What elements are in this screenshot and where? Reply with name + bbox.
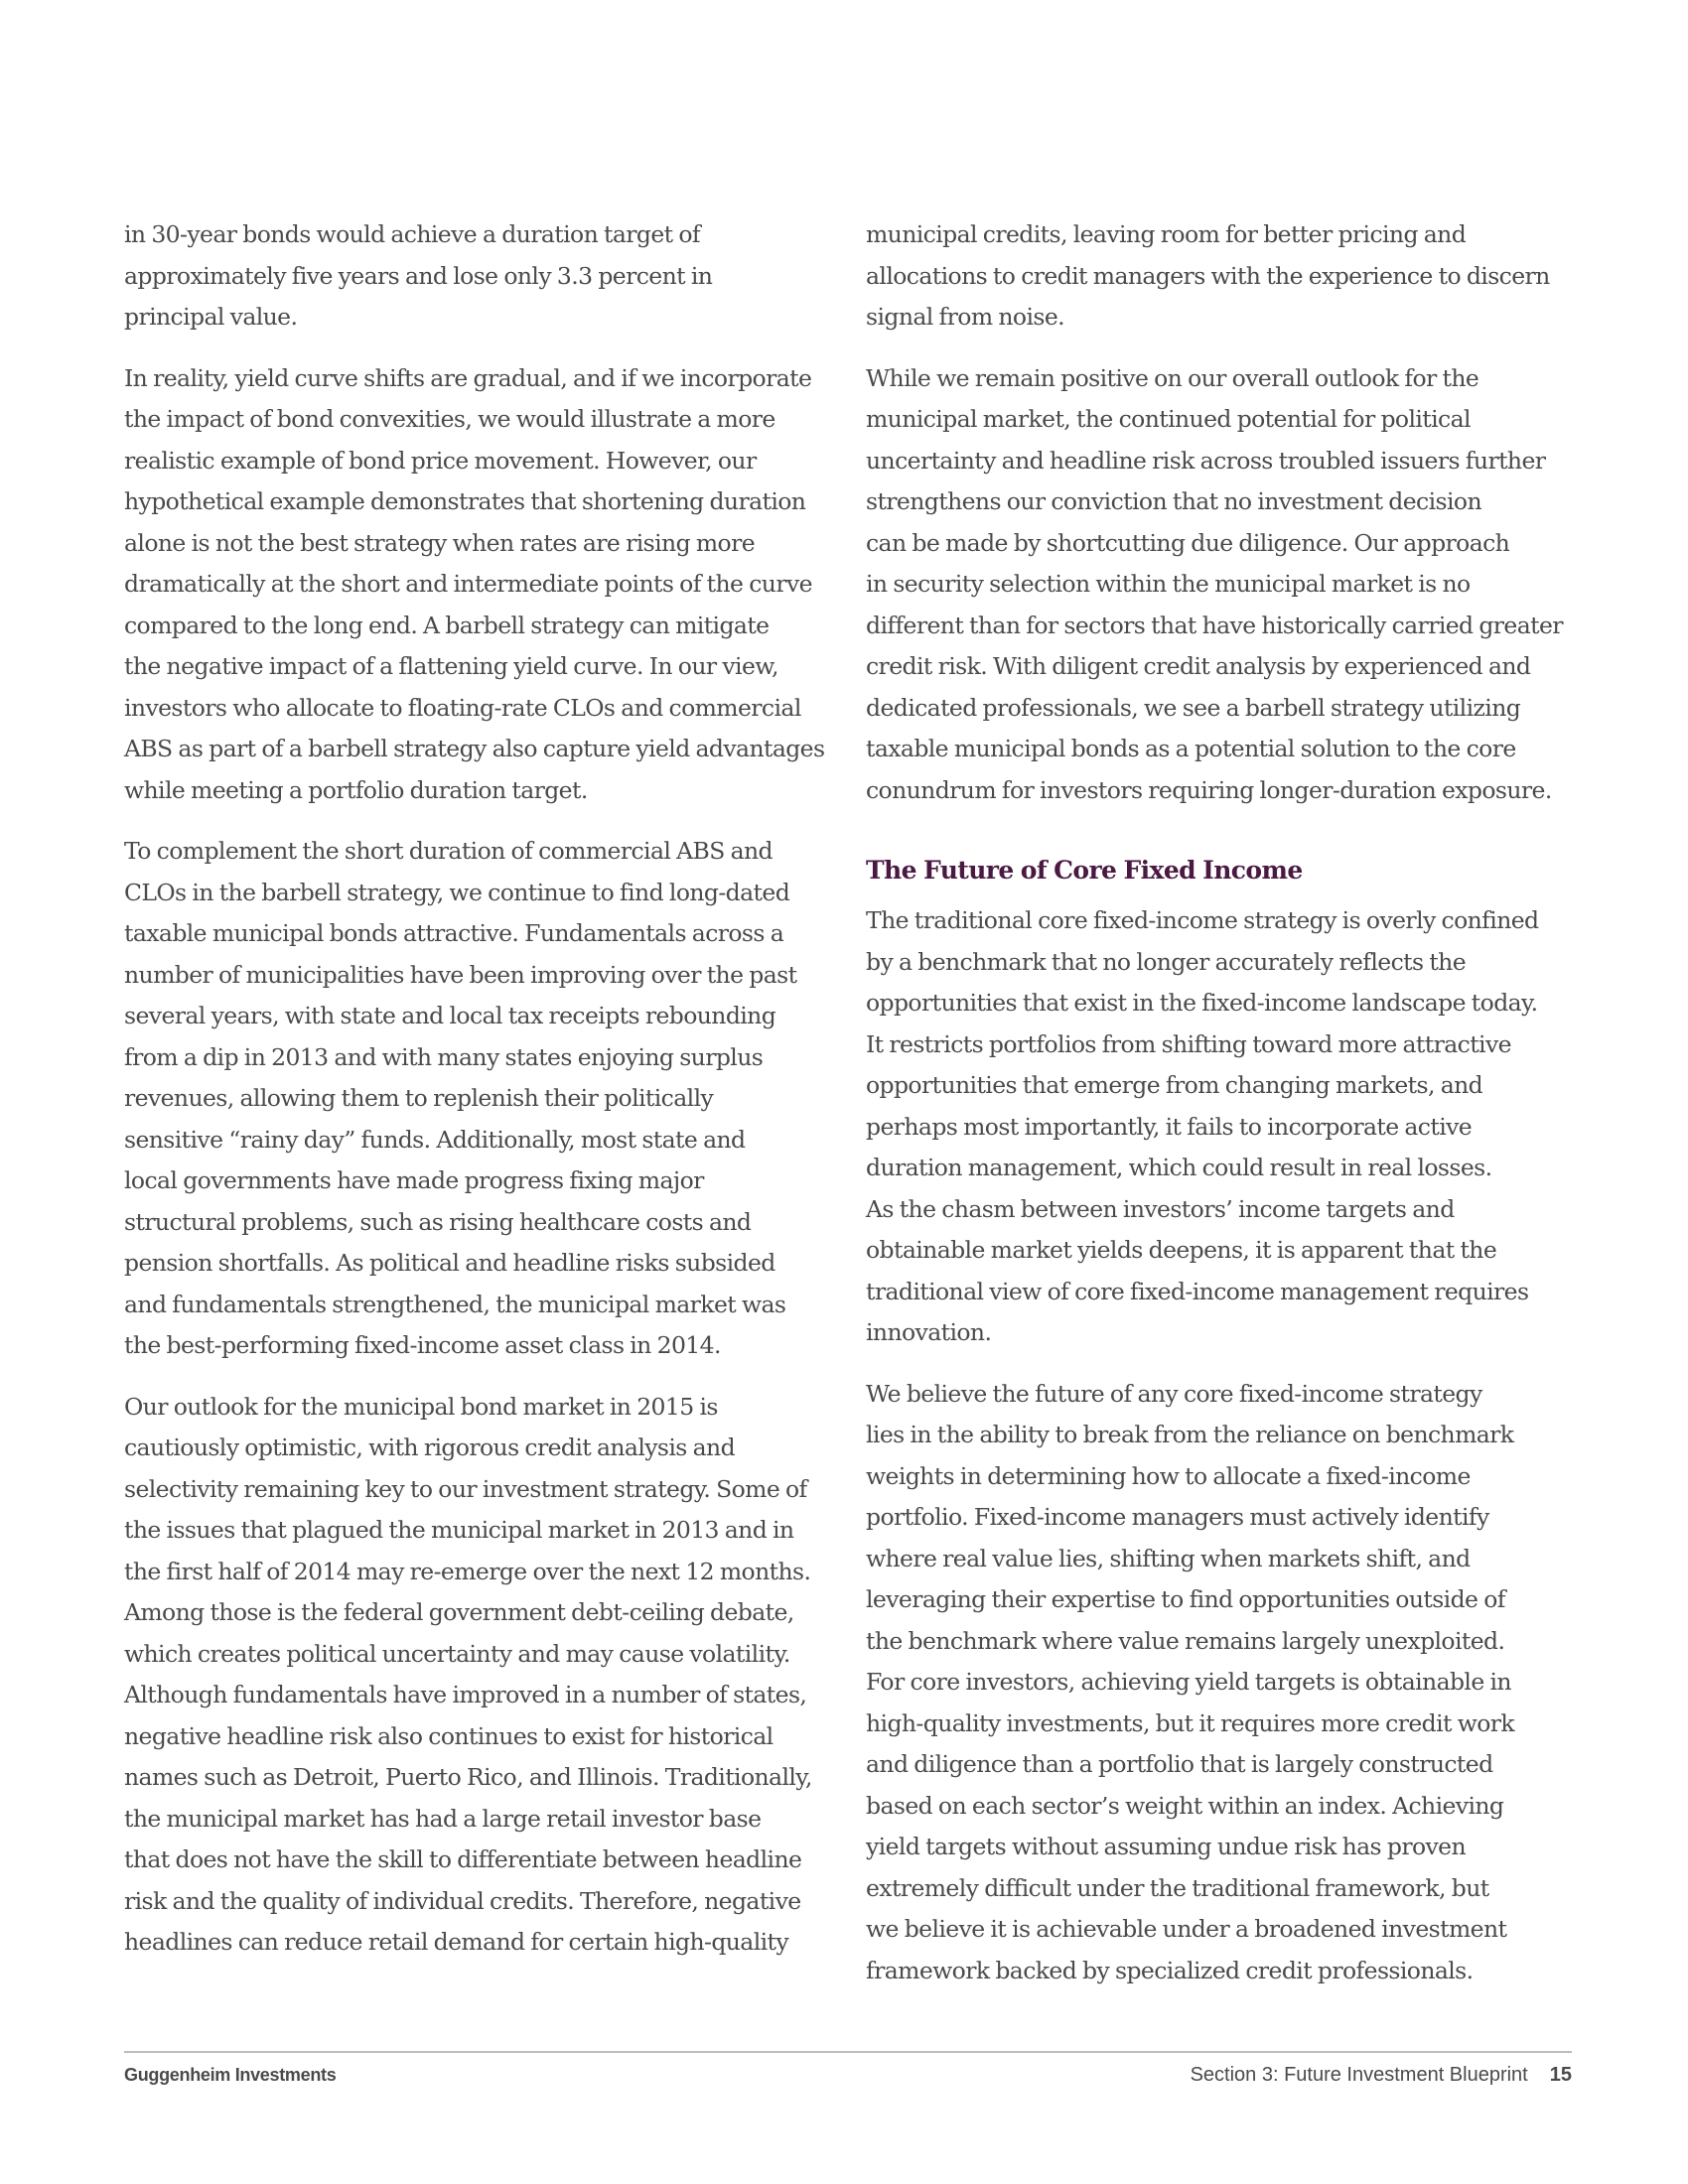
text-line: municipal credits, leaving room for better pricing and: [866, 220, 1467, 248]
footer-section-title: Section 3: Future Investment Blueprint: [1190, 2064, 1528, 2086]
text-line: perhaps most importantly, it fails to incorporate active: [866, 1112, 1473, 1141]
text-line: the benchmark where value remains largely unexploited.: [866, 1626, 1505, 1655]
text-line: taxable municipal bonds as a potential solution to the core: [866, 735, 1516, 762]
text-line: Among those is the federal government debt-ceiling debate,: [124, 1598, 794, 1626]
text-line: and diligence than a portfolio that is largely constructed: [866, 1750, 1493, 1778]
text-line: approximately five years and lose only 3.3 percent in: [124, 261, 713, 290]
text-line: taxable municipal bonds attractive. Fundamentals across a: [124, 919, 784, 947]
text-line: innovation.: [866, 1318, 992, 1346]
text-line: different than for sectors that have historically carried greater: [866, 611, 1563, 639]
text-line: CLOs in the barbell strategy, we continue to find long-dated: [124, 878, 790, 906]
text-line: In reality, yield curve shifts are gradual, and if we incorporate: [124, 363, 812, 392]
text-line: weights in determining how to allocate a fixed-income: [866, 1461, 1471, 1490]
text-line: It restricts portfolios from shifting toward more attractive: [866, 1029, 1511, 1058]
page-number: 15: [1549, 2064, 1572, 2086]
text-line: sensitive “rainy day” funds. Additionally, most state and: [124, 1125, 746, 1154]
text-line: municipal market, the continued potential for political: [866, 405, 1471, 433]
paragraph-credit-managers: [866, 214, 1571, 339]
text-line: opportunities that emerge from changing markets, and: [866, 1071, 1483, 1099]
text-line: credit risk. With diligent credit analysis by experienced and: [866, 652, 1531, 680]
text-line: cautiously optimistic, with rigorous credit analysis and: [124, 1433, 736, 1461]
text-line: uncertainty and headline risk across troubled issuers further: [866, 446, 1546, 475]
text-line: hypothetical example demonstrates that shortening duration: [124, 487, 806, 515]
text-line: allocations to credit managers with the experience to discern: [866, 261, 1550, 290]
text-line: in 30-year bonds would achieve a duration target of: [124, 220, 700, 248]
text-line: can be made by shortcutting due diligence. Our approach: [866, 528, 1510, 557]
text-line: realistic example of bond price movement. However, our: [124, 446, 757, 475]
text-line: opportunities that exist in the fixed-income landscape today.: [866, 989, 1538, 1017]
text-line: which creates political uncertainty and may cause volatility.: [124, 1639, 790, 1668]
text-line: pension shortfalls. As political and headline risks subsided: [124, 1249, 775, 1277]
text-line: we believe it is achievable under a broadened investment: [866, 1915, 1507, 1943]
text-line: structural problems, such as rising healthcare costs and: [124, 1207, 752, 1236]
footer-divider: [124, 2051, 1572, 2053]
text-line: extremely difficult under the traditional framework, but: [866, 1873, 1489, 1902]
text-line: traditional view of core fixed-income management requires: [866, 1277, 1529, 1305]
text-line: conundrum for investors requiring longer-duration exposure.: [866, 775, 1552, 804]
text-line: For core investors, achieving yield targets is obtainable in: [866, 1668, 1511, 1696]
text-line: the impact of bond convexities, we would illustrate a more: [124, 405, 775, 433]
text-line: portfolio. Fixed-income managers must actively identify: [866, 1503, 1489, 1531]
text-line: yield targets without assuming undue risk has proven: [866, 1833, 1467, 1860]
text-line: where real value lies, shifting when markets shift, and: [866, 1544, 1471, 1572]
section-heading: The Future of Core Fixed Income: [866, 856, 1303, 885]
text-line: while meeting a portfolio duration target.: [124, 775, 588, 804]
text-line: Although fundamentals have improved in a number of states,: [124, 1681, 807, 1708]
text-line: compared to the long end. A barbell strategy can mitigate: [124, 611, 770, 639]
text-line: the negative impact of a flattening yield curve. In our view,: [124, 652, 778, 680]
text-line: negative headline risk also continues to exist for historical: [124, 1721, 774, 1750]
text-line: based on each sector’s weight within an index. Achieving: [866, 1791, 1504, 1820]
text-line: and fundamentals strengthened, the municipal market was: [124, 1290, 786, 1318]
text-line: While we remain positive on our overall outlook for the: [866, 363, 1479, 392]
paragraph-municipal-bonds: [124, 831, 829, 1367]
text-line: selectivity remaining key to our investment strategy. Some of: [124, 1474, 807, 1503]
text-line: risk and the quality of individual credits. Therefore, negative: [124, 1886, 801, 1915]
text-line: dedicated professionals, we see a barbell strategy utilizing: [866, 693, 1521, 722]
text-line: investors who allocate to floating-rate CLOs and commercial: [124, 693, 801, 722]
text-line: alone is not the best strategy when rates are rising more: [124, 528, 756, 557]
footer-section-info: [1191, 2064, 1572, 2087]
paragraph-outlook-2015: [124, 1387, 829, 1964]
footer-publisher: Guggenheim Investments: [124, 2065, 337, 2085]
text-line: dramatically at the short and intermediate points of the curve: [124, 570, 812, 598]
text-line: the municipal market has had a large retail investor base: [124, 1804, 762, 1833]
text-line: from a dip in 2013 and with many states enjoying surplus: [124, 1042, 764, 1071]
text-line: headlines can reduce retail demand for certain high-quality: [124, 1928, 789, 1956]
text-line: number of municipalities have been improving over the past: [124, 960, 797, 989]
paragraph-duration-target: [124, 214, 829, 339]
text-line: obtainable market yields deepens, it is apparent that the: [866, 1236, 1497, 1264]
text-line: We believe the future of any core fixed-income strategy: [866, 1379, 1482, 1408]
text-line: To complement the short duration of commercial ABS and: [124, 837, 773, 865]
text-line: signal from noise.: [866, 303, 1065, 331]
text-line: As the chasm between investors’ income targets and: [866, 1194, 1455, 1223]
text-line: lies in the ability to break from the reliance on benchmark: [866, 1421, 1514, 1448]
paragraph-positive-outlook: [866, 358, 1571, 812]
text-line: principal value.: [124, 303, 298, 331]
text-line: by a benchmark that no longer accurately reflects the: [866, 947, 1467, 976]
paragraph-traditional-core: [866, 900, 1571, 1354]
text-line: duration management, which could result in real losses.: [866, 1154, 1492, 1181]
text-line: ABS as part of a barbell strategy also capture yield advantages: [124, 735, 825, 762]
text-line: the best-performing fixed-income asset class in 2014.: [124, 1331, 721, 1359]
text-line: The traditional core fixed-income strategy is overly confined: [866, 906, 1539, 934]
text-line: that does not have the skill to differentiate between headline: [124, 1845, 802, 1873]
left-column: [124, 214, 829, 1983]
text-line: in security selection within the municipal market is no: [866, 570, 1471, 598]
right-column: [866, 214, 1571, 2011]
text-line: names such as Detroit, Puerto Rico, and Illinois. Traditionally,: [124, 1763, 812, 1791]
text-line: local governments have made progress fixing major: [124, 1166, 704, 1194]
text-line: the first half of 2014 may re-emerge over the next 12 months.: [124, 1557, 811, 1585]
text-line: strengthens our conviction that no investment decision: [866, 487, 1481, 515]
text-line: several years, with state and local tax receipts rebounding: [124, 1002, 776, 1029]
paragraph-yield-curve: [124, 358, 829, 812]
text-line: the issues that plagued the municipal market in 2013 and in: [124, 1516, 794, 1544]
text-line: framework backed by specialized credit professionals.: [866, 1956, 1474, 1984]
paragraph-future-core: [866, 1374, 1571, 1992]
text-line: revenues, allowing them to replenish their politically: [124, 1084, 714, 1112]
text-line: Our outlook for the municipal bond market in 2015 is: [124, 1392, 718, 1421]
text-line: leveraging their expertise to find opportunities outside of: [866, 1585, 1505, 1613]
text-line: high-quality investments, but it requires more credit work: [866, 1708, 1515, 1737]
